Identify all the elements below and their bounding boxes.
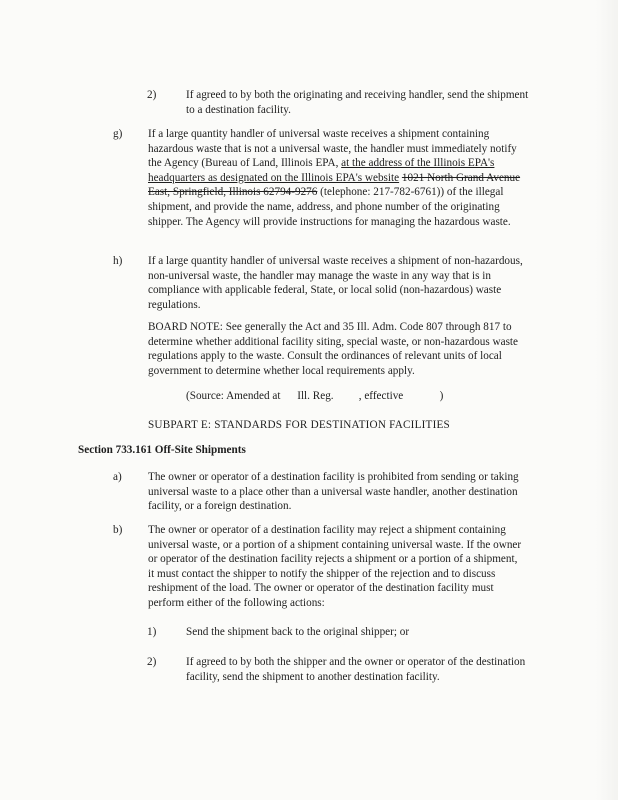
item-h-text: If a large quantity handler of universal waste receives a shipment of non-hazardous, non-universal waste, the handler may manage the waste in any way that is in compliance with applicable federal, State, or local solid (non-hazardous) waste regulations.: [148, 255, 523, 311]
item-b2-text: If agreed to by both the shipper and the owner or operator of the destination facility, send the shipment to another destination facility.: [186, 656, 526, 683]
item-h-label: h): [113, 255, 123, 267]
item-b1-text: Send the shipment back to the original shipper; or: [186, 626, 410, 638]
item-b1-label: 1): [147, 626, 157, 638]
item-f2-text: If agreed to by both the originating and receiving handler, send the shipment to a destination facility.: [186, 89, 529, 116]
item-a-label: a): [113, 471, 122, 483]
subpart-heading: SUBPART E: STANDARDS FOR DESTINATION FACILITIES: [148, 419, 450, 431]
item-b-text: The owner or operator of a destination facility may reject a shipment containing universal waste, or a portion of a shipment containing universal waste. If the owner or operator of the destination facility rejects a shipment or a portion of a shipment, it must contact the shipper to notify the shipper of the rejection and to discuss reshipment of the load. The owner or operator of the destination facility must perform either of the following actions:: [148, 524, 522, 609]
item-f2-label: 2): [147, 89, 157, 101]
scan-edge-shading: [596, 0, 618, 800]
item-b2-label: 2): [147, 656, 157, 668]
inserted-text: at the address of the Illinois EPA's headquarters as designated on the Illinois EPA's website: [148, 157, 495, 184]
item-a-text: The owner or operator of a destination facility is prohibited from sending or taking universal waste to a place other than a universal waste handler, another destination facility, or a foreign destination.: [148, 471, 519, 513]
item-g-text-start: If a large quantity handler of universal waste receives a shipment containing hazardous waste that is not a universal waste, the handler must immediately notify the Agency (Bureau of Land, Illinois EPA,: [148, 128, 517, 170]
section-heading: Section 733.161 Off-Site Shipments: [78, 444, 246, 456]
item-g-paragraph: [148, 127, 524, 229]
item-g-text-end: (telephone: 217-782-6761)) of the illegal shipment, and provide the name, address, and phone number of the originating shipper. The Agency will provide instructions for managing the hazardous waste.: [148, 186, 511, 228]
deleted-text: 1021 North Grand Avenue East, Springfield, Illinois 62794-9276: [148, 171, 521, 199]
board-note: BOARD NOTE: See generally the Act and 35 Ill. Adm. Code 807 through 817 to determine whether additional facility siting, special waste, or non-hazardous waste regulations apply to the waste. Consult the ordinances of relevant units of local government to determine whether local requirements apply.: [148, 321, 518, 377]
item-g-label: g): [113, 128, 123, 140]
source-note: (Source: Amended at Ill. Reg. , effective ): [186, 390, 444, 402]
item-b-label: b): [113, 524, 123, 536]
